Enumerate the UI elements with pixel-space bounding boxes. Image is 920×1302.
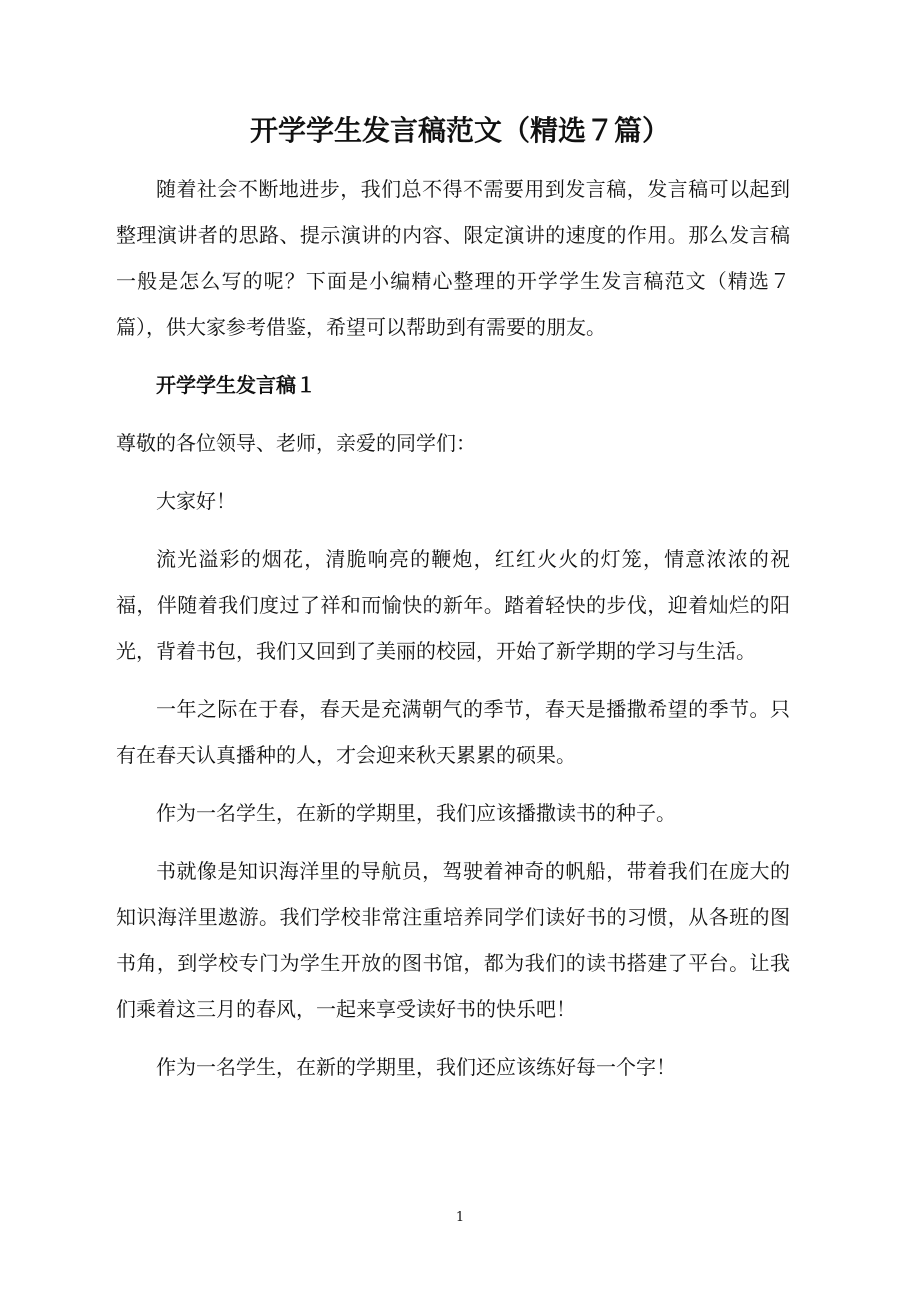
document-title: 开学学生发言稿范文（精选７篇） [249, 114, 670, 147]
salutation: 尊敬的各位领导、老师，亲爱的同学们： [116, 431, 476, 455]
page-number: 1 [455, 1210, 465, 1225]
section-heading: 开学学生发言稿１ [156, 373, 316, 397]
body-paragraph: 作为一名学生，在新的学期里，我们应该播撒读书的种子。 [156, 801, 676, 825]
body-paragraph: 书就像是知识海洋里的导航员，驾驶着神奇的帆船，带着我们在庞大的知识海洋里遨游。我们学校非常注重培养同学们读好书的习惯，从各班的图书角，到学校专门为学生开放的图书馆，都为我们的读书搭建了平台。让我们乘着这三月的春风，一起来享受读好书的快乐吧！ [116, 859, 790, 1021]
body-paragraph: 作为一名学生，在新的学期里，我们还应该练好每一个字！ [156, 1055, 676, 1079]
body-paragraph: 流光溢彩的烟花，清脆响亮的鞭炮，红红火火的灯笼，情意浓浓的祝福，伴随着我们度过了祥和而愉快的新年。踏着轻快的步伐，迎着灿烂的阳光，背着书包，我们又回到了美丽的校园，开始了新学期的学习与生活。 [116, 547, 790, 663]
body-paragraph: 一年之际在于春，春天是充满朝气的季节，春天是播撒希望的季节。只有在春天认真播种的人，才会迎来秋天累累的硕果。 [116, 697, 790, 767]
greeting: 大家好！ [156, 489, 236, 513]
document-body [116, 166, 790, 1102]
intro-paragraph: 随着社会不断地进步，我们总不得不需要用到发言稿，发言稿可以起到整理演讲者的思路、提示演讲的内容、限定演讲的速度的作用。那么发言稿一般是怎么写的呢？下面是小编精心整理的开学学生发言稿范文（精选７篇），供大家参考借鉴，希望可以帮助到有需要的朋友。 [116, 177, 790, 339]
